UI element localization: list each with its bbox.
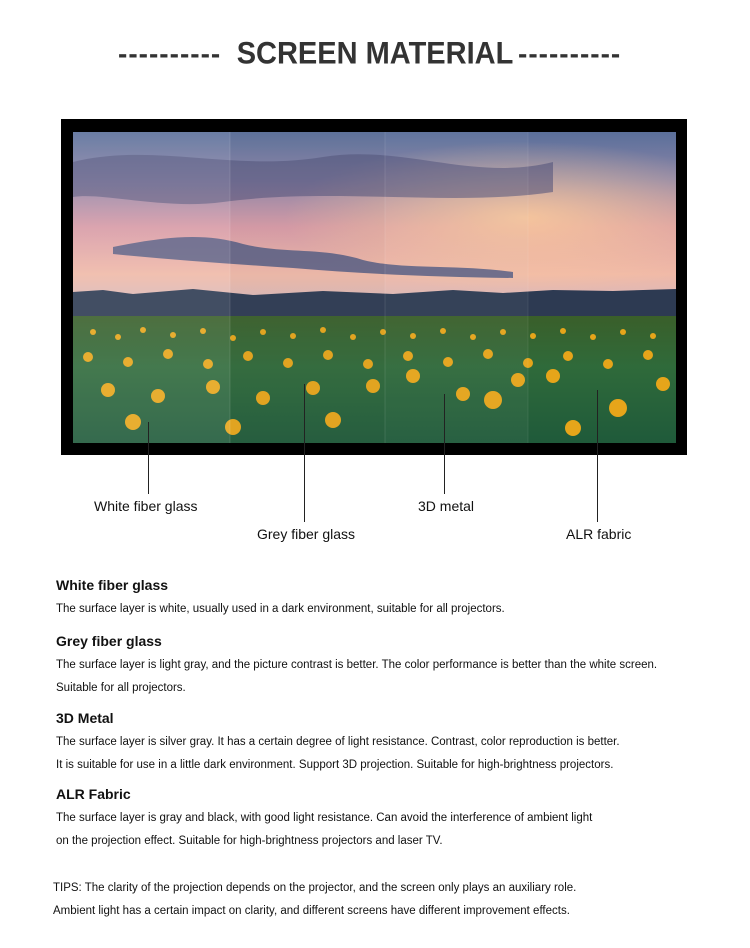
callout-line-alr-fabric [597, 390, 598, 522]
material-description-white-fiber-glass [56, 576, 716, 621]
landscape-illustration [73, 132, 676, 443]
tips-line: TIPS: The clarity of the projection depends on the projector, and the screen only plays an auxiliary role. [53, 882, 577, 894]
material-description-alr-fabric [56, 785, 716, 852]
left-dash-decoration: ---------- [118, 38, 222, 69]
material-heading: White fiber glass [56, 577, 169, 593]
material-text-line: Suitable for all projectors. [56, 681, 186, 694]
material-heading: 3D Metal [56, 710, 114, 726]
material-text [56, 654, 716, 699]
material-heading: Grey fiber glass [56, 633, 162, 649]
material-heading: ALR Fabric [56, 786, 131, 802]
section-header [0, 34, 750, 74]
callout-label-3d-metal: 3D metal [418, 498, 475, 514]
material-text-line: on the projection effect. Suitable for high-brightness projectors and laser TV. [56, 834, 443, 847]
material-description-grey-fiber-glass [56, 632, 716, 699]
callout-line-3d-metal [444, 394, 445, 494]
sunflower-field-image [73, 132, 676, 443]
tips-note [53, 877, 713, 922]
page-title: SCREEN MATERIAL [236, 36, 514, 72]
right-dash-decoration: ---------- [518, 38, 622, 69]
callout-label-white-fiber-glass: White fiber glass [94, 498, 198, 514]
material-text-line: The surface layer is white, usually used in a dark environment, suitable for all projectors. [56, 603, 505, 615]
callout-line-grey-fiber-glass [304, 384, 305, 522]
material-text-line: The surface layer is gray and black, with good light resistance. Can avoid the interference of ambient light [56, 812, 593, 824]
material-description-3d-metal [56, 709, 716, 776]
projection-screen-frame [61, 119, 687, 455]
callout-line-white-fiber-glass [148, 422, 149, 494]
material-text-line: The surface layer is light gray, and the picture contrast is better. The color performance is better than the white screen. [56, 659, 658, 671]
material-text-line: The surface layer is silver gray. It has a certain degree of light resistance. Contrast, color reproduction is better. [56, 736, 620, 748]
material-text-line: It is suitable for use in a little dark environment. Support 3D projection. Suitable for high-brightness projectors. [56, 758, 614, 771]
material-text [56, 731, 716, 776]
material-text [56, 807, 716, 852]
callout-label-alr-fabric: ALR fabric [566, 526, 632, 542]
callout-label-grey-fiber-glass: Grey fiber glass [257, 526, 356, 542]
tips-line: Ambient light has a certain impact on clarity, and different screens have different improvement effects. [53, 904, 570, 917]
